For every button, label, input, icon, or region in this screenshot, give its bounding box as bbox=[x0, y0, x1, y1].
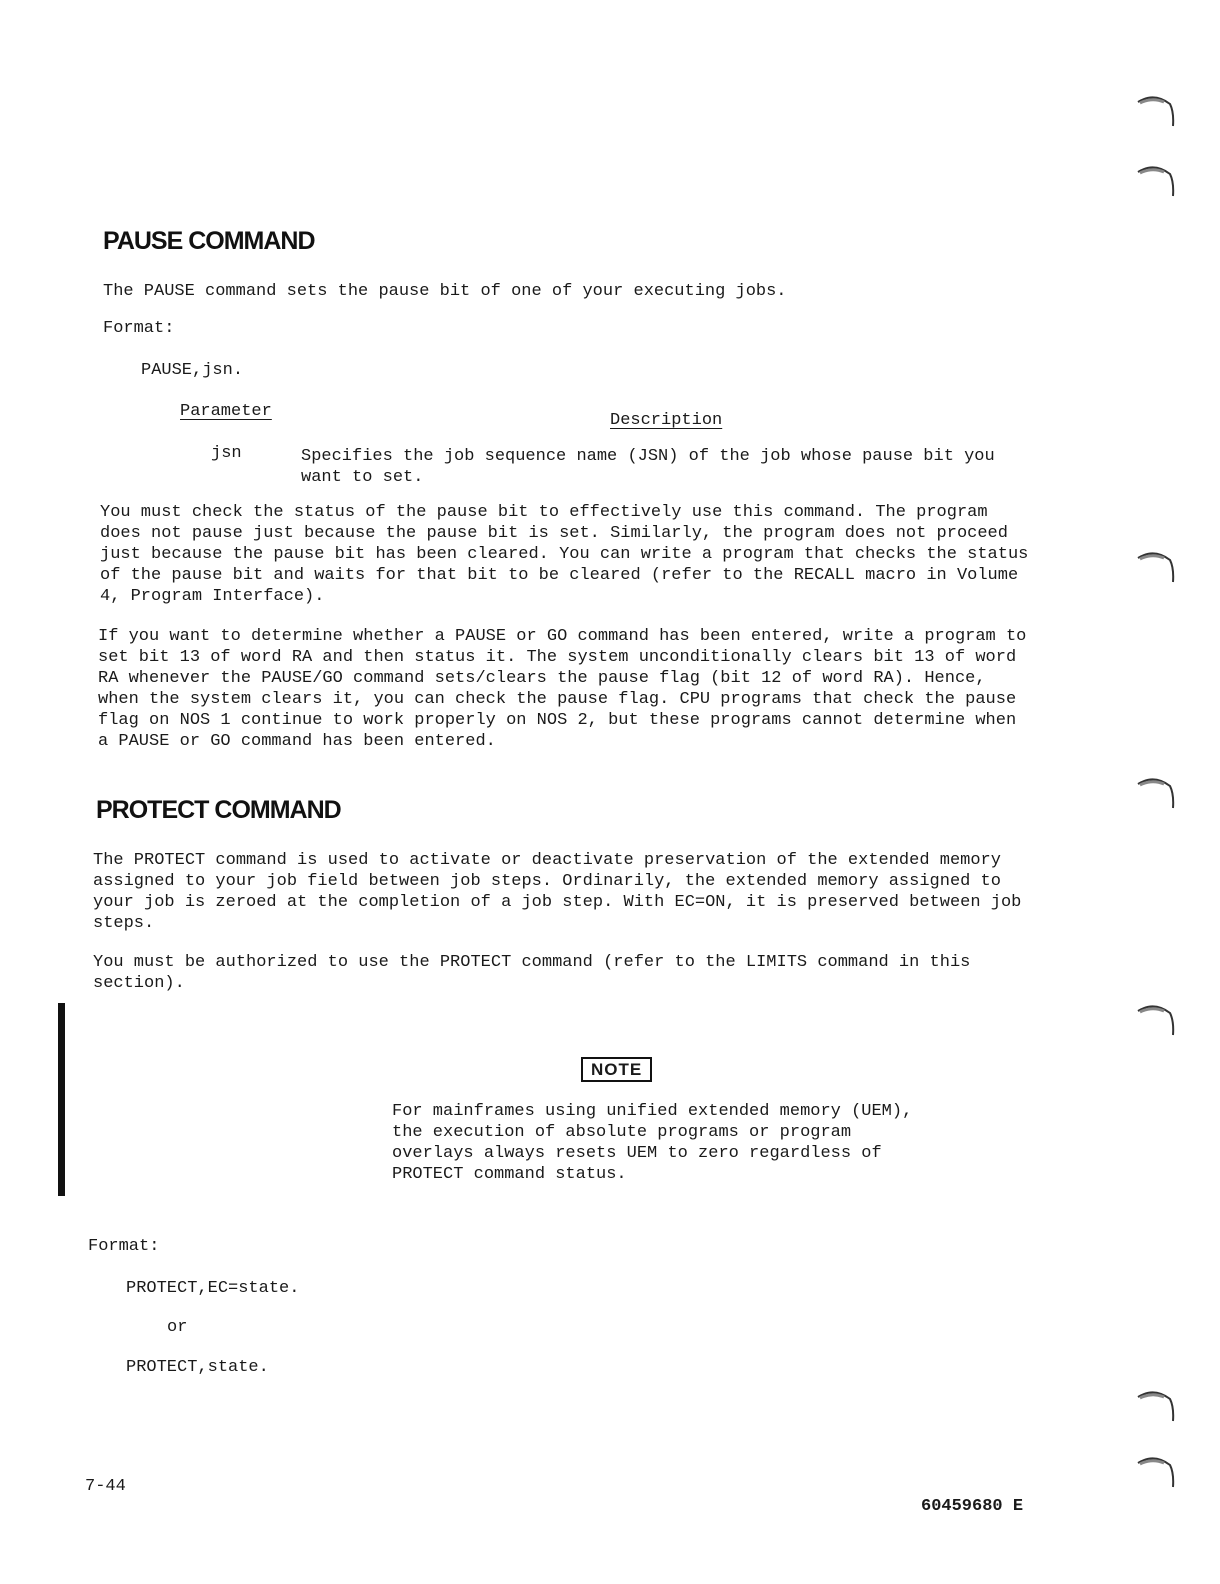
param-name-jsn: jsn bbox=[211, 444, 242, 463]
param-desc-jsn: Specifies the job sequence name (JSN) of the job whose pause bit you want to set. bbox=[301, 447, 995, 487]
binder-hole-icon bbox=[1136, 1389, 1176, 1423]
binder-hole-icon bbox=[1136, 94, 1176, 128]
change-bar bbox=[58, 1003, 65, 1196]
parameter-column-header: Parameter bbox=[180, 402, 272, 421]
binder-hole-icon bbox=[1136, 164, 1176, 198]
protect-format-or: or bbox=[167, 1318, 188, 1337]
binder-hole-icon bbox=[1136, 1455, 1176, 1489]
document-number: 60459680 E bbox=[921, 1497, 1024, 1516]
note-text: For mainframes using unified extended memory (UEM), the execution of absolute programs or program overlays always resets UEM to zero regardless of PROTECT command status. bbox=[392, 1102, 913, 1184]
binder-hole-icon bbox=[1136, 776, 1176, 810]
protect-heading: PROTECT COMMAND bbox=[96, 796, 341, 824]
description-column-header: Description bbox=[610, 411, 723, 430]
pause-paragraph-2: If you want to determine whether a PAUSE or GO command has been entered, write a program to set bit 13 of word RA and then status it. The system unconditionally clears bit 13 of word RA whenever the PAUSE/GO command sets/clears the pause flag (bit 12 of word RA). Hence, when the system clears it, you can check the pause flag. CPU programs that check the pause flag on NOS 1 continue to work properly on NOS 2, but these programs cannot determine when a PAUSE or GO command has been entered. bbox=[98, 627, 1027, 751]
page-number: 7-44 bbox=[85, 1477, 126, 1496]
protect-paragraph-2: You must be authorized to use the PROTECT command (refer to the LIMITS command in this section). bbox=[93, 953, 971, 993]
pause-format-label: Format: bbox=[103, 319, 175, 338]
pause-format-syntax: PAUSE,jsn. bbox=[141, 361, 244, 380]
pause-heading: PAUSE COMMAND bbox=[103, 227, 315, 255]
protect-format-label: Format: bbox=[88, 1237, 160, 1256]
pause-intro: The PAUSE command sets the pause bit of one of your executing jobs. bbox=[103, 282, 787, 301]
binder-hole-icon bbox=[1136, 1003, 1176, 1037]
pause-paragraph-1: You must check the status of the pause bit to effectively use this command. The program does not pause just because the pause bit is set. Similarly, the program does not proceed just because the pause bit has been cleared. You can write a program that checks the status of the pause bit and waits for that bit to be cleared (refer to the RECALL macro in Volume 4, Program Interface). bbox=[100, 503, 1029, 606]
protect-paragraph-1: The PROTECT command is used to activate or deactivate preservation of the extended memory assigned to your job field between job steps. Ordinarily, the extended memory assigned to your job is zeroed at the completion of a job step. With EC=ON, it is preserved between job steps. bbox=[93, 851, 1022, 933]
binder-hole-icon bbox=[1136, 550, 1176, 584]
protect-format-syntax-1: PROTECT,EC=state. bbox=[126, 1279, 300, 1298]
note-label: NOTE bbox=[581, 1057, 652, 1082]
protect-format-syntax-2: PROTECT,state. bbox=[126, 1358, 269, 1377]
